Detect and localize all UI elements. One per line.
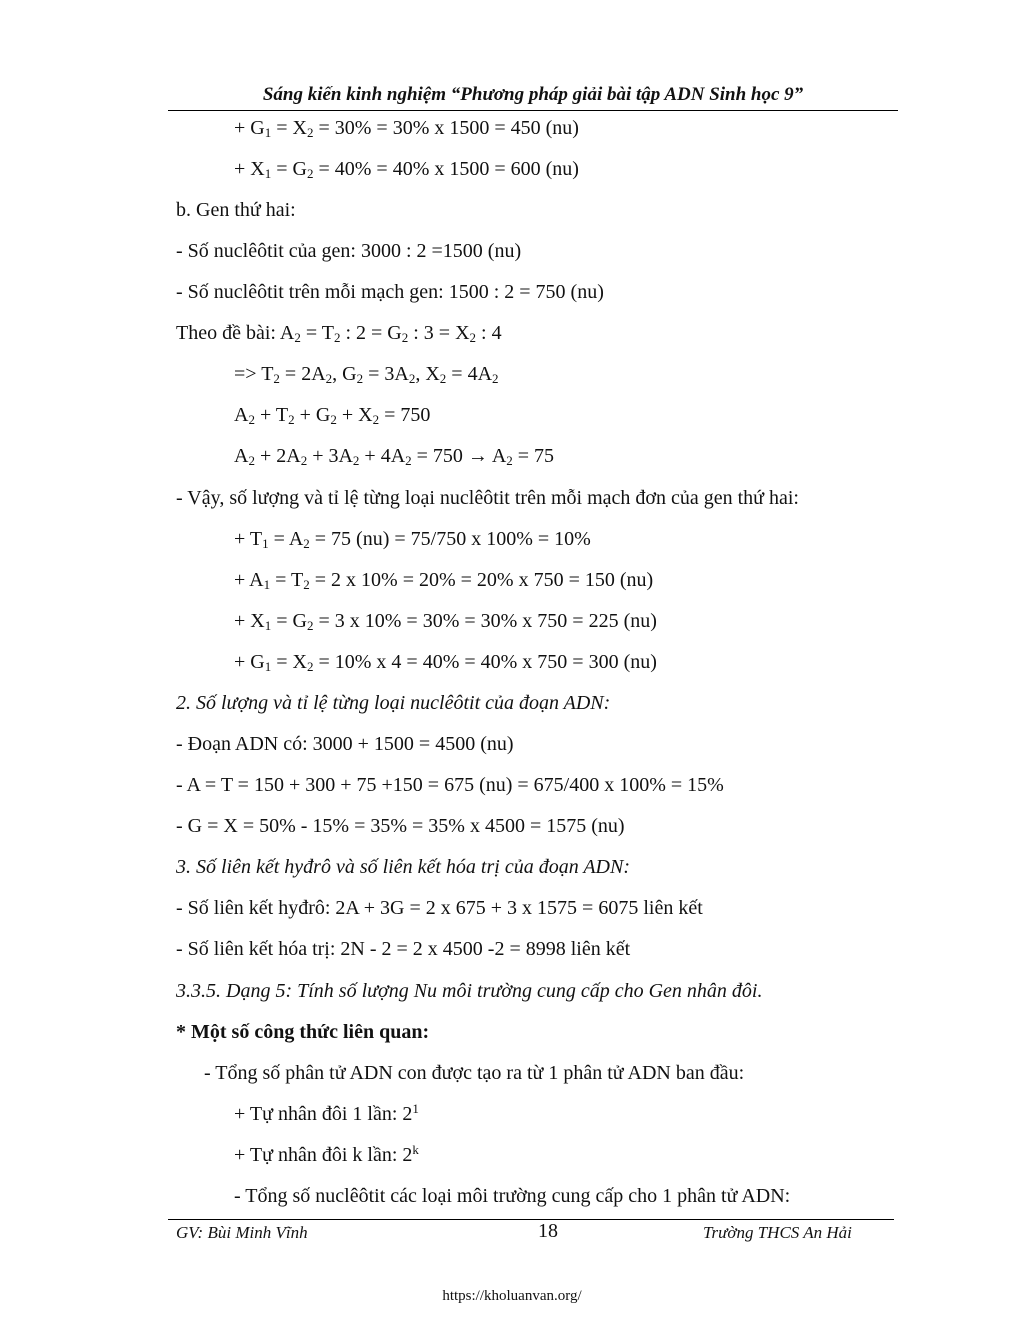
text-line: - Số nuclêôtit trên mỗi mạch gen: 1500 : 2 = 750 (nu) [176, 281, 604, 303]
text-line: - G = X = 50% - 15% = 35% = 35% x 4500 = 1575 (nu) [176, 815, 625, 837]
section-heading: 2. Số lượng và tỉ lệ từng loại nuclêôtit của đoạn ADN: [176, 692, 611, 714]
text-line: - Số nuclêôtit của gen: 3000 : 2 =1500 (nu) [176, 240, 522, 262]
section-heading: b. Gen thứ hai: [176, 199, 296, 221]
text-line: Theo đề bài: $A_2 = T_2$ : $2 = G_2$ : $3 = X_2$ : 4 [176, 322, 502, 345]
text-line: - Vậy, số lượng và tỉ lệ từng loại nuclêôtit trên mỗi mạch đơn của gen thứ hai: [176, 487, 799, 509]
text-line: - A = T = 150 + 300 + 75 +150 = 675 (nu) = 675/400 x 100% = 15% [176, 774, 724, 796]
page-number: 18 [538, 1220, 558, 1242]
text-line: + Tự nhân đôi 1 lần: $2^1$ [234, 1101, 419, 1125]
text-line: + $X_1 = G_2 = 3$ x 10% = 30% = 30% x 750 = 225 (nu) [234, 610, 657, 633]
section-heading: 3. Số liên kết hyđrô và số liên kết hóa trị của đoạn ADN: [176, 856, 630, 878]
text-line: $A_2 + 2A_2 + 3A_2 + 4A_2 = 750 \to A_2 = 75$ [234, 445, 555, 468]
text-line: - Tổng số phân tử ADN con được tạo ra từ 1 phân tử ADN ban đầu: [204, 1062, 745, 1084]
text-line: - Tổng số nuclêôtit các loại môi trường cung cấp cho 1 phân tử ADN: [234, 1185, 791, 1207]
text-line: + Tự nhân đôi k lần: 2$^k$ [234, 1142, 419, 1166]
footer-divider [168, 1219, 894, 1220]
source-url-link[interactable]: https://kholuanvan.org/ [442, 1288, 582, 1304]
text-line: $A_2 + T_2 + G_2 + X_2 = 750$ [234, 404, 431, 427]
text-line: - Đoạn ADN có: 3000 + 1500 = 4500 (nu) [176, 733, 514, 755]
footer-teacher: GV: Bùi Minh Vĩnh [176, 1223, 308, 1242]
footer-school: Trường THCS An Hải [703, 1223, 852, 1242]
text-line: - Số liên kết hyđrô: 2A + 3G = 2 x 675 + 3 x 1575 = 6075 liên kết [176, 897, 703, 919]
section-heading: * Một số công thức liên quan: [176, 1021, 430, 1043]
text-line: + $A_1 = T_2 = 2$ x 10% = 20% = 20% x 750 = 150 (nu) [234, 569, 654, 592]
text-line: + $G_1 = X_2 = 30\% = 30\%$ x 1500 = 450 (nu) [234, 117, 579, 140]
text-line: + $X_1 = G_2 = 40\% = 40\%$ x 1500 = 600 (nu) [234, 158, 579, 181]
text-line: - Số liên kết hóa trị: 2N - 2 = 2 x 4500 -2 = 8998 liên kết [176, 938, 631, 960]
text-line: + $G_1 = X_2 = 10\%$ x 4 = 40% = 40% x 750 = 300 (nu) [234, 651, 657, 674]
section-heading: 3.3.5. Dạng 5: Tính số lượng Nu môi trường cung cấp cho Gen nhân đôi. [176, 980, 763, 1002]
page-header-title: Sáng kiến kinh nghiệm “Phương pháp giải bài tập ADN Sinh học 9” [168, 84, 898, 111]
text-line: + $T_1 = A_2 = 75$ (nu) = 75/750 x 100% = 10% [234, 528, 591, 551]
text-line: => $T_2 = 2A_2$, $G_2 = 3A_2$, $X_2 = 4A_2$ [234, 363, 499, 386]
